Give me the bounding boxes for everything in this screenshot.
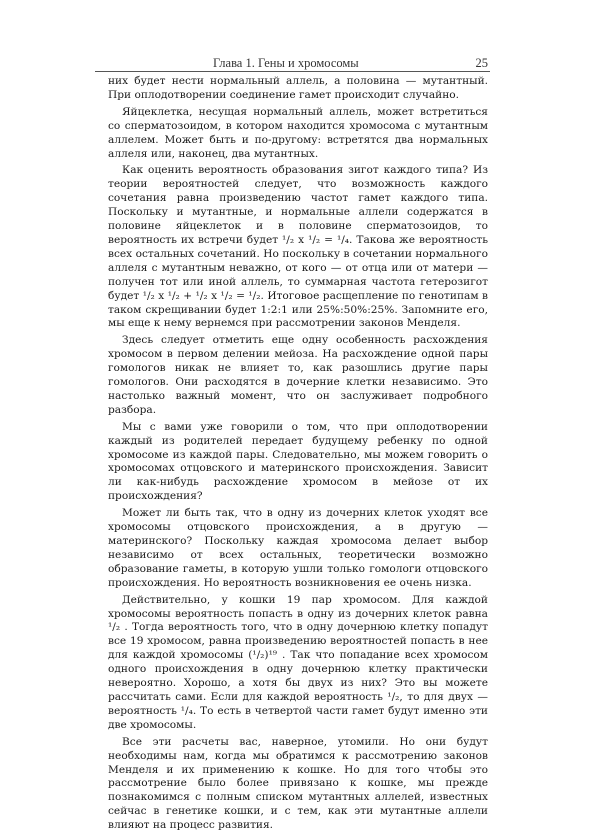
paragraph: них будет нести нормальный аллель, а половина — мутантный. При оплодотворении соединение гамет происходит случайно. xyxy=(108,75,488,101)
paragraph: Яйцеклетка, несущая нормальный аллель, может встретиться со сперматозоидом, в котором находится хромосома с мутантным аллелем. Может быть и по-другому: встретятся два нормальных аллеля или, наконец, два мутантных. xyxy=(108,105,488,160)
paragraph: Действительно, у кошки 19 пар хромосом. Для каждой хромосомы вероятность попасть в одну из дочерних клеток равна ¹/₂ . Тогда вероятность того, что в одну дочернюю клетку попадут все 19 хромосом, равна произведению вероятностей попасть в нее для каждой хромосомы (¹/₂)¹⁹ . Так что попадание всех хромосом одного происхождения в одну дочернюю клетку практически невероятно. Хорошо, а хотя бы двух из них? Это вы можете рассчитать сами. Если для каждой вероятность ¹/₂, то для двух — вероятность ¹/₄. То есть в четвертой части гамет будут именно эти две хромосомы. xyxy=(108,593,488,731)
chapter-title: Глава 1. Гены и хромосомы xyxy=(213,56,359,70)
page-number: 25 xyxy=(475,56,488,70)
page-body xyxy=(108,75,488,836)
paragraph: Здесь следует отметить еще одну особенность расхождения хромосом в первом делении мейоза. На расхождение одной пары гомологов никак не влияет то, как разошлись другие пары гомологов. Они расходятся в дочерние клетки независимо. Это настолько важный момент, что он заслуживает подробного разбора. xyxy=(108,334,488,416)
header-rule xyxy=(95,71,490,72)
paragraph: Мы с вами уже говорили о том, что при оплодотворении каждый из родителей передает будущему ребенку по одной хромосоме из каждой пары. Следовательно, мы можем говорить о хромосомах отцовского и материнского происхождения. Зависит ли как-нибудь расхождение хромосом в мейозе от их происхождения? xyxy=(108,420,488,503)
paragraph: Как оценить вероятность образования зигот каждого типа? Из теории вероятностей следует, что возможность каждого сочетания равна произведению частот гамет каждого типа. Поскольку и мутантные, и нормальные аллели содержатся в половине яйцеклеток и в половине сперматозоидов, то вероятность их встречи будет ¹/₂ x ¹/₂ = ¹/₄. Такова же вероятность всех остальных сочетаний. Но поскольку в сочетании нормального аллеля с мутантным неважно, от кого — от отца или от матери — получен тот или иной аллель, то суммарная частота гетерозигот будет ¹/₂ x ¹/₂ + ¹/₂ x ¹/₂ = ¹/₂. Итоговое расщепление по генотипам в таком скрещивании будет 1:2:1 или 25%:50%:25%. Запомните его, мы еще к нему вернемся при рассмотрении законов Менделя. xyxy=(108,164,488,330)
paragraph: Может ли быть так, что в одну из дочерних клеток уходят все хромосомы отцовского происхождения, а в другую — материнского? Поскольку каждая хромосома делает выбор независимо от всех остальных, теоретически возможно образование гаметы, в которую ушли только гомологи отцовского происхождения. Но вероятность возникновения ее очень низка. xyxy=(108,507,488,589)
running-header xyxy=(95,52,490,72)
paragraph: Все эти расчеты вас, наверное, утомили. Но они будут необходимы нам, когда мы обратимся к рассмотрению законов Менделя и их применению к кошке. Но для того чтобы это рассмотрение было более привязано к кошке, мы прежде познакомимся с полным списком мутантных аллелей, известных сейчас в генетике кошки, и с тем, как эти мутантные аллели влияют на процесс развития. xyxy=(108,735,488,832)
